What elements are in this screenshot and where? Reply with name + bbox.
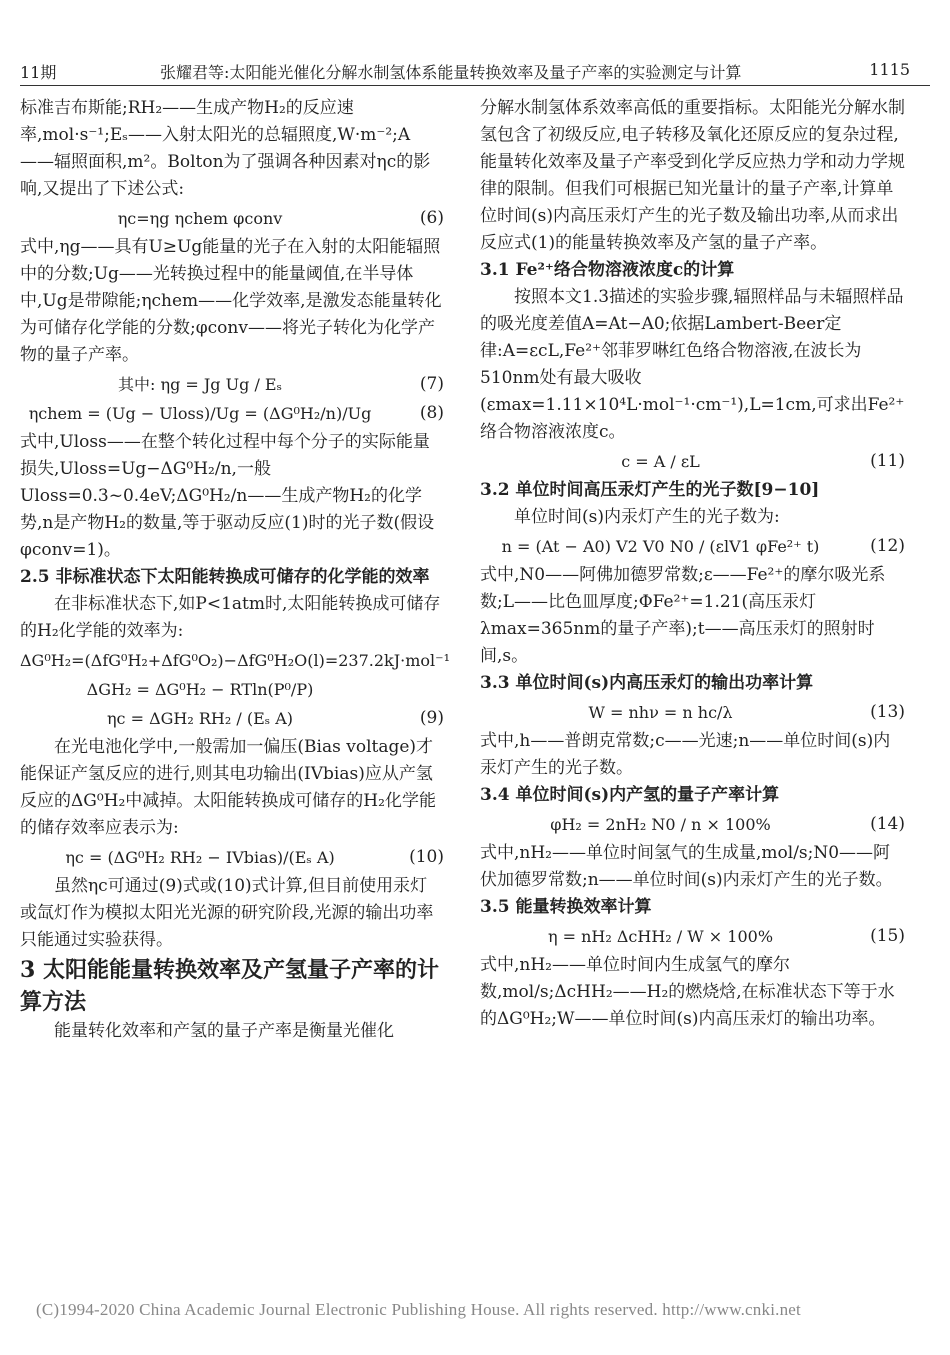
equation-13: W = nhν = n hc/λ (13): [588, 702, 905, 722]
header-rule: [20, 85, 930, 86]
equation-7: 其中: ηg = Jg Ug / Eₛ (7): [118, 374, 444, 394]
section-heading-3-4: 3.4 单位时间(s)内产氢的量子产率计算: [480, 785, 780, 805]
paragraph: 虽然ηc可通过(9)式或(10)式计算,但目前使用汞灯或氙灯作为模拟太阳光光源的研究阶段,光源的输出功率只能通过实验获得。: [20, 876, 434, 950]
equation-12: n = (At − A0) V2 V0 N0 / (εlV1 φFe²⁺ t) (12): [501, 536, 905, 556]
copyright-watermark: (C)1994-2020 China Academic Journal Electronic Publishing House. All rights reserved. http://www.cnki.net: [36, 1300, 801, 1319]
paragraph: 式中,N0——阿佛加德罗常数;ε——Fe²⁺的摩尔吸光系数;L——比色皿厚度;ΦFe²⁺=1.21(高压汞灯λmax=365nm的量子产率);t——高压汞灯的照射时间,s。: [480, 565, 886, 666]
running-title: 张耀君等:太阳能光催化分解水制氢体系能量转换效率及量子产率的实验测定与计算: [160, 63, 742, 82]
paragraph: 在光电池化学中,一般需加一偏压(Bias voltage)才能保证产氢反应的进行,则其电功输出(IVbias)应从产氢反应的ΔG⁰H₂中减掉。太阳能转换成可储存的H₂化学能的储存效率应表示为:: [20, 737, 436, 838]
paragraph: 单位时间(s)内汞灯产生的光子数为:: [514, 507, 780, 527]
paragraph: 式中,ηg——具有U≥Ug能量的光子在入射的太阳能辐照中的分数;Ug——光转换过程中的能量阈值,在半导体中,Ug是带隙能;ηchem——化学效率,是激发态能量转化为可储存化学能的分数;φconv——将光子转化为化学产物的量子产率。: [20, 237, 442, 365]
equation-gibbs: ΔG⁰H₂=(ΔfG⁰H₂+ΔfG⁰O₂)−ΔfG⁰H₂O(l)=237.2kJ·mol⁻¹: [20, 651, 451, 670]
left-column: [20, 95, 451, 1045]
equation-11: c = A / εL (11): [621, 451, 905, 471]
page-number: 1115: [869, 60, 910, 79]
equation-8: ηchem = (Ug − Uloss)/Ug = (ΔG⁰H₂/n)/Ug (8): [28, 403, 444, 423]
right-column: [480, 95, 905, 1033]
paragraph: 标准吉布斯能;RH₂——生成产物H₂的反应速率,mol·s⁻¹;Eₛ——入射太阳光的总辐照度,W·m⁻²;A——辐照面积,m²。Bolton为了强调各种因素对ηc的影响,又提出了下述公式:: [20, 98, 431, 199]
paragraph: 按照本文1.3描述的实验步骤,辐照样品与未辐照样品的吸光度差值A=At−A0;依据Lambert-Beer定律:A=εcL,Fe²⁺邻菲罗啉红色络合物溶液,在波长为510nm处有最大吸收(εmax=1.11×10⁴L·mol⁻¹·cm⁻¹),L=1cm,可求出Fe²⁺络合物溶液浓度c。: [480, 287, 905, 442]
equation-14: φH₂ = 2nH₂ N0 / n × 100% (14): [550, 814, 905, 834]
paragraph: 式中,nH₂——单位时间内生成氢气的摩尔数,mol/s;ΔcHH₂——H₂的燃烧焓,在标准状态下等于水的ΔG⁰H₂;W——单位时间(s)内高压汞灯的输出功率。: [480, 955, 895, 1029]
equation-10: ηc = (ΔG⁰H₂ RH₂ − IVbias)/(Eₛ A) (10): [65, 847, 444, 867]
equation-6: ηc=ηg ηchem φconv (6): [117, 208, 444, 228]
equation-delta-g: ΔGH₂ = ΔG⁰H₂ − RTln(P⁰/P): [86, 680, 314, 699]
equation-9: ηc = ΔGH₂ RH₂ / (Eₛ A) (9): [106, 708, 444, 728]
paragraph: 式中,Uloss——在整个转化过程中每个分子的实际能量损失,Uloss=Ug−ΔG⁰H₂/n,一般Uloss=0.3~0.4eV;ΔG⁰H₂/n——生成产物H₂的化学势,n是产物H₂的数量,等于驱动反应(1)时的光子数(假设φconv=1)。: [20, 432, 435, 560]
paragraph: 式中,nH₂——单位时间氢气的生成量,mol/s;N0——阿伏加德罗常数;n——单位时间(s)内汞灯产生的光子数。: [480, 843, 893, 890]
section-heading-3-1: 3.1 Fe²⁺络合物溶液浓度c的计算: [480, 260, 735, 280]
section-heading-3-3: 3.3 单位时间(s)内高压汞灯的输出功率计算: [480, 673, 814, 693]
paragraph: 能量转化效率和产氢的量子产率是衡量光催化: [54, 1021, 394, 1041]
equation-15: η = nH₂ ΔcHH₂ / W × 100% (15): [547, 926, 905, 946]
section-heading-2-5: 2.5 非标准状态下太阳能转换成可储存的化学能的效率: [20, 567, 430, 587]
section-heading-3-2: 3.2 单位时间高压汞灯产生的光子数[9−10]: [480, 480, 820, 500]
section-heading-3-5: 3.5 能量转换效率计算: [480, 897, 652, 917]
paragraph: 式中,h——普朗克常数;c——光速;n——单位时间(s)内汞灯产生的光子数。: [480, 731, 891, 778]
section-heading-3: 3 太阳能能量转换效率及产氢量子产率的计算方法: [20, 957, 439, 1015]
paragraph: 分解水制氢体系效率高低的重要指标。太阳能光分解水制氢包含了初级反应,电子转移及氧化还原反应的复杂过程,能量转化效率及量子产率受到化学反应热力学和动力学规律的限制。但我们可根据已知光量计的量子产率,计算单位时间(s)内高压汞灯产生的光子数及输出功率,从而求出反应式(1)的能量转换效率及产氢的量子产率。: [480, 98, 905, 253]
issue-number: 11期: [20, 63, 57, 82]
paragraph: 在非标准状态下,如P<1atm时,太阳能转换成可储存的H₂化学能的效率为:: [20, 594, 441, 641]
